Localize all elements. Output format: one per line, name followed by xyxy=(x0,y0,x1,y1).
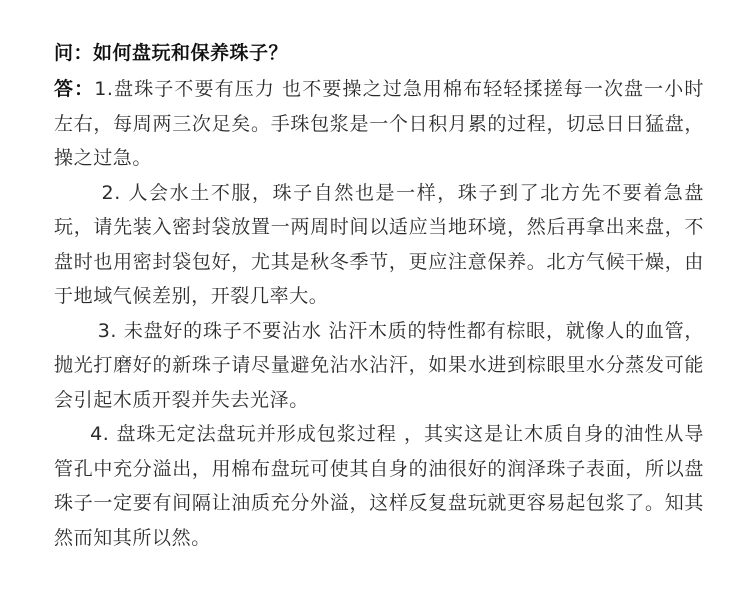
question-heading: 问：如何盘玩和保养珠子？ xyxy=(54,42,289,64)
answer-paragraph-4: 4. 盘珠无定法盘玩并形成包浆过程 ，其实这是让木质自身的油性从导管孔中充分溢出，用棉布盘玩可使其自身的油很好的润泽珠子表面，所以盘珠子一定要有间隔让油质充分外溢，这样反复盘玩就更容易起包浆了。知其然而知其所以然。 xyxy=(54,423,704,549)
answer-paragraph-2: 2. 人会水土不服，珠子自然也是一样，珠子到了北方先不要着急盘玩，请先装入密封袋放置一两周时间以适应当地环境，然后再拿出来盘，不盘时也用密封袋包好，尤其是秋冬季节，更应注意保养。北方气候干燥，由于地域气候差别，开裂几率大。 xyxy=(54,181,704,307)
answer-paragraph-3: 3. 未盘好的珠子不要沾水 沾汗木质的特性都有棕眼，就像人的血管，抛光打磨好的新珠子请尽量避免沾水沾汗，如果水进到棕眼里水分蒸发可能会引起木质开裂并失去光泽。 xyxy=(54,319,704,411)
answer-label: 答： xyxy=(54,78,95,100)
qa-document xyxy=(54,38,704,555)
answer-paragraph-1 xyxy=(54,72,704,176)
answer-paragraph-1-text: 1.盘珠子不要有压力 也不要操之过急用棉布轻轻揉搓每一次盘一小时左右，每周两三次足矣。手珠包浆是一个日积月累的过程，切忌日日猛盘，操之过急。 xyxy=(54,78,704,169)
